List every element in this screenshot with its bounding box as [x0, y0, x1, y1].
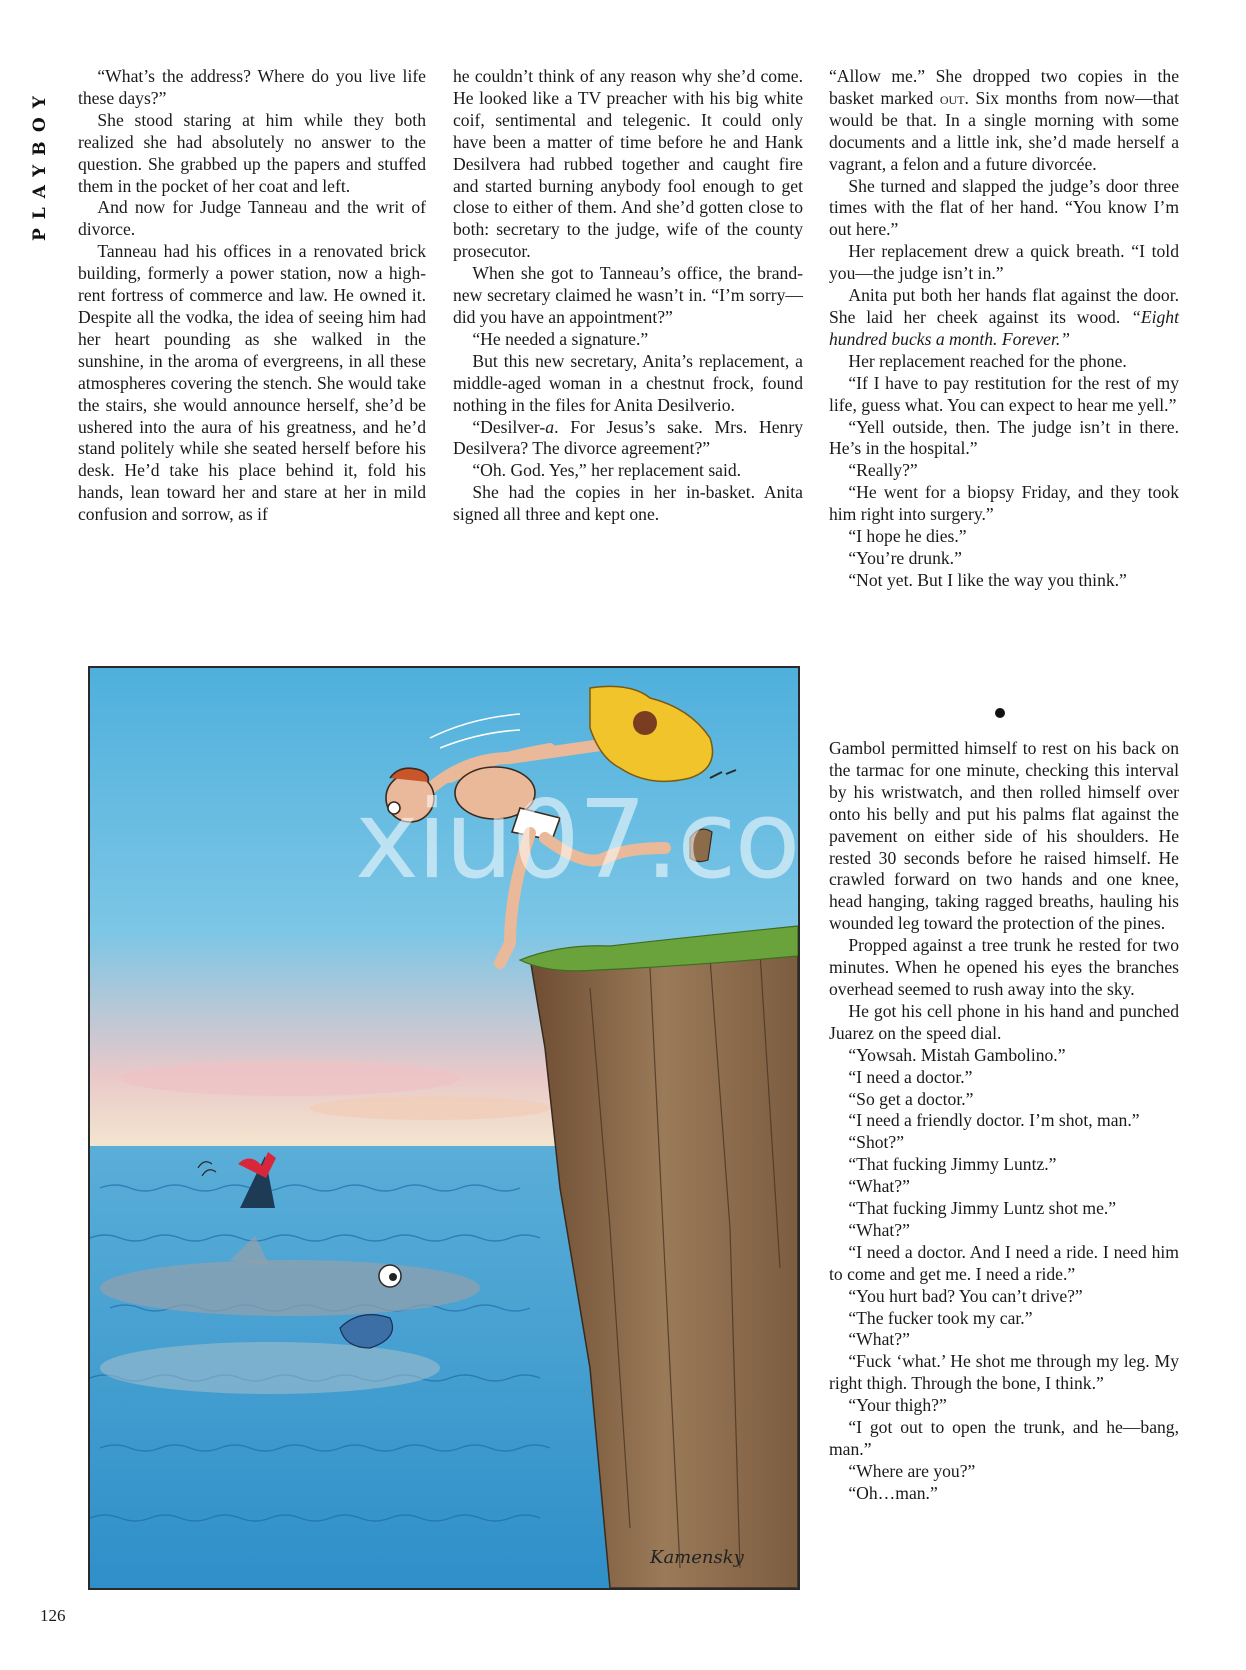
paragraph: “If I have to pay restitution for the rest of my life, guess what. You can expect to hear me yell.” [829, 372, 1179, 415]
paragraph: When she got to Tanneau’s office, the brand-new secretary claimed he wasn’t in. “I’m sorry—did you have an appointment?” [453, 263, 803, 327]
section-break-dot [995, 708, 1005, 718]
paragraph: “I need a doctor. And I need a ride. I need him to come and get me. I need a ride.” [829, 1241, 1179, 1284]
paragraph: he couldn’t think of any reason why she’d come. He looked like a TV preacher with his big white coif, sentimental and telegenic. It could only have been a matter of time before he and Hank Desilvera had rubbed together and caught fire and started burning anybody fool enough to get close to either of them. And she’d gotten close to both: secretary to the judge, wife of the county prosecutor. [453, 66, 803, 262]
paragraph: “He needed a signature.” [472, 328, 649, 349]
paragraph: “Shot?” [848, 1132, 905, 1153]
shark-silhouette [100, 1342, 440, 1394]
cloud [310, 1096, 550, 1120]
text-column-2 [453, 66, 803, 526]
paragraph: “You’re drunk.” [848, 547, 962, 568]
paragraph: “I got out to open the trunk, and he—bang, man.” [829, 1417, 1179, 1459]
text-run: . For Jesus’s sake. Mrs. Henry Desilvera? The divorce agreement?” [453, 416, 803, 459]
italic-run: a [545, 416, 555, 437]
artist-signature: Kamensky [650, 1547, 744, 1568]
paragraph: She stood staring at him while they both realized she had absolutely no answer to the question. She grabbed up the papers and stuffed them in the pocket of her coat and left. [78, 109, 426, 196]
paragraph [453, 417, 803, 461]
shark-pupil [389, 1273, 397, 1281]
text-column-3 [829, 66, 1179, 592]
paragraph: “Oh. God. Yes,” her replacement said. [472, 460, 742, 481]
coat-patch [633, 711, 657, 735]
paragraph: “What?” [848, 1329, 910, 1350]
paragraph: “So get a doctor.” [848, 1088, 974, 1109]
italic-run: “Eight hundred bucks a month. Forever.” [829, 306, 1179, 349]
paragraph: “Really?” [848, 460, 918, 481]
paragraph: But this new secretary, Anita’s replacement, a middle-aged woman in a chestnut frock, found nothing in the files for Anita Desilverio. [453, 350, 803, 415]
text-column-3-continued [829, 738, 1179, 1505]
cliff-diver-scene [90, 668, 798, 1588]
watermark: xiu07.co [355, 778, 799, 903]
paragraph: “You hurt bad? You can’t drive?” [848, 1285, 1083, 1306]
paragraph: “What?” [848, 1176, 910, 1197]
paragraph: He got his cell phone in his hand and punched Juarez on the speed dial. [829, 1000, 1179, 1043]
paragraph: Her replacement reached for the phone. [848, 350, 1127, 371]
paragraph: Her replacement drew a quick breath. “I told you—the judge isn’t in.” [829, 241, 1179, 284]
paragraph: Tanneau had his offices in a renovated brick building, formerly a power station, now a high-rent fortress of commerce and law. He owned it. Despite all the vodka, the idea of seeing him had her heart pounding as she walked in the sunshine, in the aroma of evergreens, in all these atmospheres covering the stench. She would take the stairs, she would announce herself, she’d be ushered into the aura of his greatness, and he’d stand politely while she seated herself before his desk. He’d take his place behind it, fold his hands, lean toward her and stare at her in mild confusion and sorrow, as if [78, 241, 426, 525]
paragraph [829, 66, 1179, 176]
paragraph: She had the copies in her in-basket. Anita signed all three and kept one. [453, 482, 803, 525]
magazine-name: PLAYBOY [30, 87, 50, 241]
paragraph: “What’s the address? Where do you live life these days?” [78, 66, 426, 108]
text-run: “Allow me.” She dropped two copies in the basket marked [829, 66, 1179, 108]
cartoon-illustration [88, 666, 800, 1590]
paragraph: “I hope he dies.” [848, 526, 967, 547]
paragraph: “I need a friendly doctor. I’m shot, man.” [848, 1110, 1140, 1131]
text-column-1 [78, 66, 426, 526]
text-run: Anita put both her hands flat against the door. She laid her cheek against its wood. [829, 285, 1179, 327]
text-run: . Six months from now—that would be that. In a single morning with some documents and a little ink, she’d made herself a vagrant, a felon and a future divorcée. [829, 87, 1179, 174]
paragraph: “Your thigh?” [848, 1395, 947, 1416]
paragraph: “Not yet. But I like the way you think.” [848, 569, 1127, 590]
paragraph: “Yowsah. Mistah Gambolino.” [848, 1044, 1066, 1065]
paragraph: She turned and slapped the judge’s door three times with the flat of her hand. “You know I’m out here.” [829, 175, 1179, 240]
paragraph: “He went for a biopsy Friday, and they took him right into surgery.” [829, 482, 1179, 525]
flying-shoe [690, 829, 712, 862]
paragraph: “That fucking Jimmy Luntz.” [848, 1154, 1057, 1175]
paragraph: “I need a doctor.” [848, 1066, 973, 1087]
paragraph: “Where are you?” [848, 1460, 976, 1481]
page-number: 126 [40, 1606, 66, 1625]
paragraph: “The fucker took my car.” [848, 1307, 1033, 1328]
paragraph: And now for Judge Tanneau and the writ of divorce. [78, 197, 426, 240]
small-caps-run: out [939, 87, 965, 108]
paragraph: “Oh…man.” [848, 1482, 938, 1503]
paragraph: “That fucking Jimmy Luntz shot me.” [848, 1198, 1117, 1219]
paragraph: Gambol permitted himself to rest on his back on the tarmac for one minute, checking this interval by his wristwatch, and then rolled himself over onto his belly and put his palms flat against the pavement on either side of his shoulders. He rested 30 seconds before he raised himself. He crawled forward on two hands and one knee, head hanging, taking ragged breaths, hauling his wounded leg toward the protection of the pines. [829, 738, 1179, 934]
paragraph: “What?” [848, 1219, 910, 1240]
paragraph: Propped against a tree trunk he rested for two minutes. When he opened his eyes the branches overhead seemed to rush away into the sky. [829, 935, 1179, 999]
paragraph: “Fuck ‘what.’ He shot me through my leg. My right thigh. Through the bone, I think.” [829, 1351, 1179, 1394]
shark-silhouette [100, 1260, 480, 1316]
paragraph [829, 285, 1179, 351]
paragraph: “Yell outside, then. The judge isn’t in there. He’s in the hospital.” [829, 416, 1179, 459]
cloud [120, 1060, 460, 1096]
text-run: “Desilver- [472, 416, 546, 437]
